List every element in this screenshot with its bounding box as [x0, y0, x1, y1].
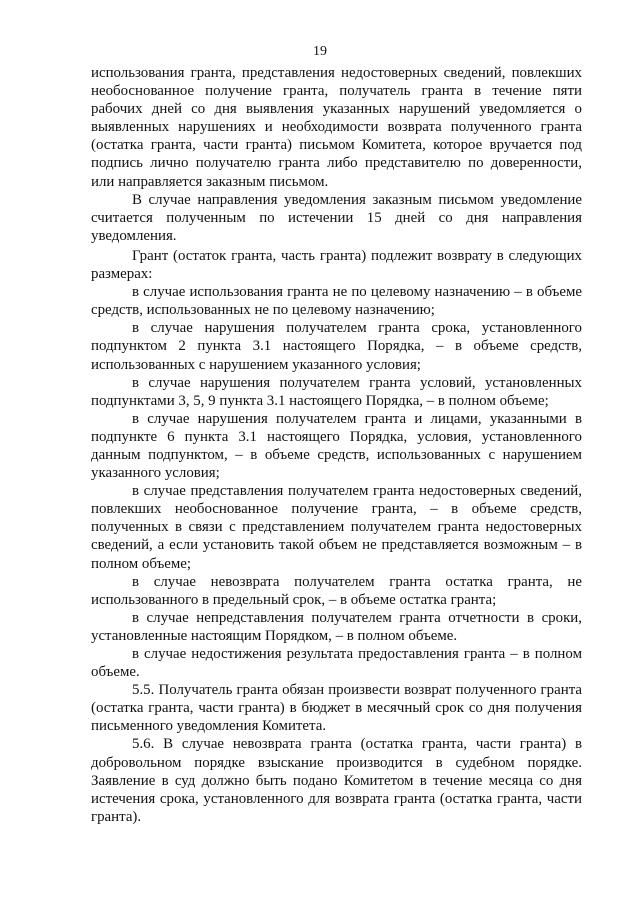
list-item-result-not-achieved: в случае недостижения результата предоставления гранта – в полном объеме.: [91, 646, 582, 681]
list-item-false-information: в случае представления получателем гранта недостоверных сведений, повлекших необоснованное получение гранта, – в объеме средств, полученных в связи с представлением получателем гранта недостоверных сведений, а если установить такой объем не представляется возможным – в полном объеме;: [91, 483, 582, 572]
paragraph-notification-by-mail: В случае направления уведомления заказным письмом уведомление считается полученным по истечении 15 дней со дня направления уведомления.: [91, 191, 582, 244]
list-item-conditions-violation: в случае нарушения получателем гранта условий, установленных подпунктами 3, 5, 9 пункта 3.1 настоящего Порядка, – в полном объеме;: [91, 374, 582, 409]
document-body: [91, 64, 582, 826]
paragraph-continuation: использования гранта, представления недостоверных сведений, повлекших необоснованное получение гранта, получатель гранта в течение пяти рабочих дней со дня выявления указанных нарушений уведомляется о выявленных нарушениях и необходимости возврата полученного гранта (остатка гранта, части гранта) письмом Комитета, которое вручается под подпись лично получателю гранта либо представителю по доверенности, или направляется заказным письмом.: [91, 65, 582, 190]
list-item-misuse: в случае использования гранта не по целевому назначению – в объеме средств, использованных не по целевому назначению;: [91, 284, 582, 319]
list-item-subclause-6-violation: в случае нарушения получателем гранта и лицами, указанными в подпункте 6 пункта 3.1 настоящего Порядка, условия, установленного данным подпунктом, – в объеме средств, использованных с нарушением указанного условия;: [91, 410, 582, 482]
clause-5-6: 5.6. В случае невозврата гранта (остатка гранта, части гранта) в добровольном порядке взыскание производится в судебном порядке. Заявление в суд должно быть подано Комитетом в течение месяца со дня истечения срока, установленного для возврата гранта (остатка гранта, части гранта).: [91, 736, 582, 825]
list-item-remainder-not-returned: в случае невозврата получателем гранта остатка гранта, не использованного в предельный срок, – в объеме остатка гранта;: [91, 573, 582, 608]
page-number: 19: [313, 44, 327, 59]
clause-5-5: 5.5. Получатель гранта обязан произвести возврат полученного гранта (остатка гранта, части гранта) в бюджет в месячный срок со дня получения письменного уведомления Комитета.: [91, 682, 582, 735]
list-item-no-reporting: в случае непредставления получателем гранта отчетности в сроки, установленные настоящим Порядком, – в полном объеме.: [91, 609, 582, 644]
paragraph-refund-amounts: Грант (остаток гранта, часть гранта) подлежит возврату в следующих размерах:: [91, 247, 582, 283]
list-item-deadline-violation: в случае нарушения получателем гранта срока, установленного подпунктом 2 пункта 3.1 настоящего Порядка, – в объеме средств, использованных с нарушением указанного условия;: [91, 320, 582, 373]
